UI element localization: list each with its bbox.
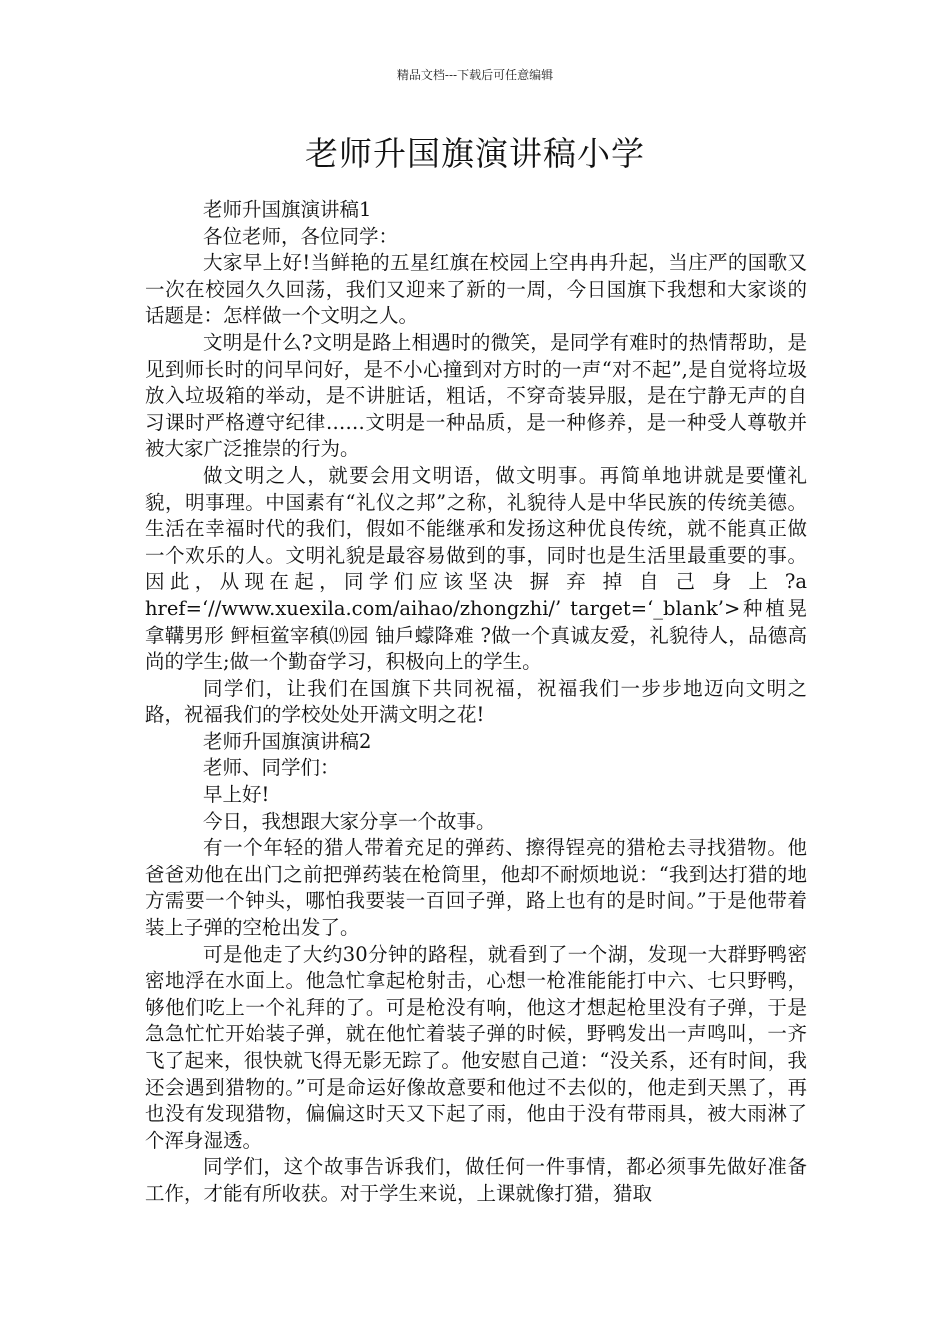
paragraph: 今日，我想跟大家分享一个故事。: [203, 809, 496, 833]
salutation-2: 老师、同学们：: [203, 756, 340, 780]
paragraph: 同学们，这个故事告诉我们，做任何一件事情，都必须事先做好准备工作，才能有所收获。对于学生来说，上课就像打猎，猎取: [145, 1155, 807, 1205]
document-title: 老师升国旗演讲稿小学: [305, 134, 645, 173]
salutation-1: 各位老师，各位同学：: [203, 224, 399, 248]
page-header-watermark: 精品文档---下载后可任意编辑: [396, 68, 554, 82]
section-heading-2: 老师升国旗演讲稿2: [203, 729, 372, 753]
greeting: 早上好!: [203, 783, 270, 807]
paragraph: 同学们，让我们在国旗下共同祝福，祝福我们一步步地迈向文明之路，祝福我们的学校处处开满文明之花!: [145, 676, 807, 727]
paragraph: 有一个年轻的猎人带着充足的弹药、擦得锃亮的猎枪去寻找猎物。他爸爸劝他在出门之前把弹药装在枪筒里，他却不耐烦地说：“我到达打猎的地方需要一个钟头，哪怕我要装一百回子弹，路上也有的是时间。”于是他带着装上子弹的空枪出发了。: [145, 836, 807, 940]
paragraph: 大家早上好!当鲜艳的五星红旗在校园上空冉冉升起，当庄严的国歌又一次在校园久久回荡，我们又迎来了新的一周，今日国旗下我想和大家谈的话题是：怎样做一个文明之人。: [145, 251, 807, 328]
paragraph: 可是他走了大约30分钟的路程，就看到了一个湖，发现一大群野鸭密密地浮在水面上。他急忙拿起枪射击，心想一枪准能能打中六、七只野鸭，够他们吃上一个礼拜的了。可是枪没有响，他这才想起枪里没有子弹，于是急急忙忙开始装子弹，就在他忙着装子弹的时候，野鸭发出一声鸣叫，一齐飞了起来，很快就飞得无影无踪了。他安慰自己道：“没关系，还有时间，我还会遇到猎物的。”可是命运好像故意要和他过不去似的，他走到天黑了，再也没有发现猎物，偏偏这时天又下起了雨，他由于没有带雨具，被大雨淋了个浑身湿透。: [145, 942, 807, 1152]
paragraph: 做文明之人，就要会用文明语，做文明事。再简单地讲就是要懂礼貌，明事理。中国素有“礼仪之邦”之称，礼貌待人是中华民族的传统美德。生活在幸福时代的我们，假如不能继承和发扬这种优良传统，就不能真正做一个欢乐的人。文明礼貌是最容易做到的事，同时也是生活里最重要的事。因此，从现在起，同学们应该坚决 摒 弃 掉 自 己 身 上 ?a href=‘//www.xuexila.com/aihao/zhongzhi/’ target=‘_blank’>种植晃拿鞲男形 鲆桓鲎宰稹⒆园 铀戶蠓降难 ?做一个真诚友爱，礼貌待人，品德高尚的学生;做一个勤奋学习，积极向上的学生。: [145, 463, 807, 674]
document-body: [145, 197, 807, 1208]
paragraph: 文明是什么?文明是路上相遇时的微笑，是同学有难时的热情帮助，是见到师长时的问早问好，是不小心撞到对方时的一声“对不起”,是自觉将垃圾放入垃圾箱的举动，是不讲脏话，粗话，不穿奇装异服，是在宁静无声的自习课时严格遵守纪律……文明是一种品质，是一种修养，是一种受人尊敬并被大家广泛推崇的行为。: [145, 330, 807, 461]
section-heading-1: 老师升国旗演讲稿1: [203, 198, 372, 221]
